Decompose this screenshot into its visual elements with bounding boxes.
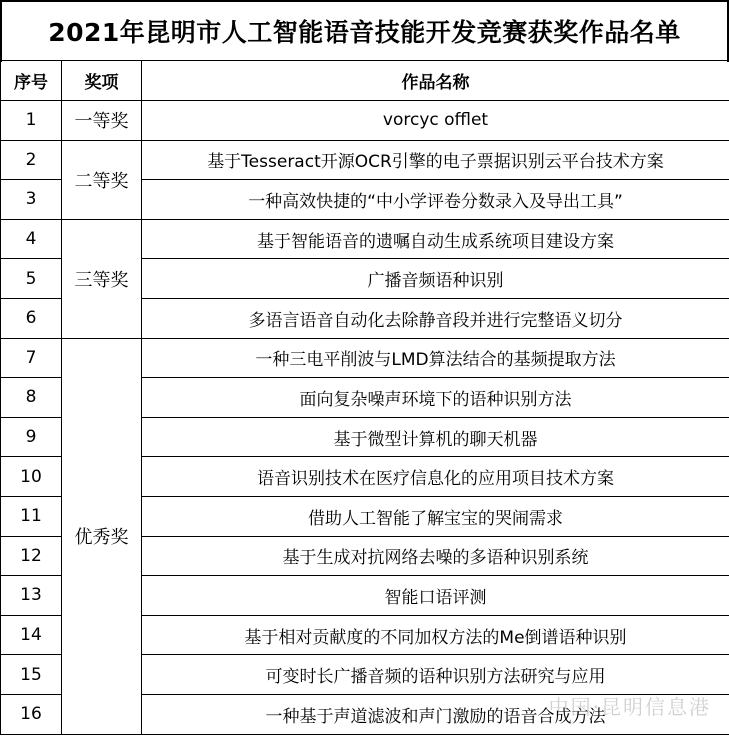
table-header-row <box>1 61 729 101</box>
row-name: 智能口语评测 <box>142 576 729 616</box>
award-first: 一等奖 <box>62 101 142 141</box>
row-name: 基于相对贡献度的不同加权方法的Me倒谱语种识别 <box>142 615 729 655</box>
row-name: 面向复杂噪声环境下的语种识别方法 <box>142 378 729 418</box>
row-num: 8 <box>1 378 62 418</box>
row-num: 3 <box>1 180 62 220</box>
header-award: 奖项 <box>62 61 142 101</box>
row-name: 基于微型计算机的聊天机器 <box>142 417 729 457</box>
award-excellent: 优秀奖 <box>62 338 142 734</box>
row-num: 1 <box>1 101 62 141</box>
row-name: 多语言语音自动化去除静音段并进行完整语义切分 <box>142 298 729 338</box>
row-name: 基于Tesseract开源OCR引擎的电子票据识别云平台技术方案 <box>142 140 729 180</box>
row-num: 16 <box>1 694 62 734</box>
row-name: 借助人工智能了解宝宝的哭闹需求 <box>142 496 729 536</box>
row-num: 2 <box>1 140 62 180</box>
row-num: 14 <box>1 615 62 655</box>
row-num: 4 <box>1 219 62 259</box>
award-second: 二等奖 <box>62 140 142 219</box>
header-name: 作品名称 <box>142 61 729 101</box>
table-row <box>1 140 729 180</box>
row-num: 6 <box>1 298 62 338</box>
row-num: 13 <box>1 576 62 616</box>
page-title: 2021年昆明市人工智能语音技能开发竞赛获奖作品名单 <box>0 0 729 62</box>
watermark: 中国·昆明信息港 <box>548 695 711 719</box>
row-num: 7 <box>1 338 62 378</box>
row-num: 12 <box>1 536 62 576</box>
row-name: vorcyc offlet <box>142 101 729 141</box>
table-row <box>1 338 729 378</box>
row-name: 基于智能语音的遗嘱自动生成系统项目建设方案 <box>142 219 729 259</box>
row-name: 一种基于声道滤波和声门激励的语音合成方法 <box>142 694 729 734</box>
row-name: 可变时长广播音频的语种识别方法研究与应用 <box>142 655 729 695</box>
row-num: 15 <box>1 655 62 695</box>
row-num: 10 <box>1 457 62 497</box>
row-name: 基于生成对抗网络去噪的多语种识别系统 <box>142 536 729 576</box>
award-third: 三等奖 <box>62 219 142 338</box>
header-num: 序号 <box>1 61 62 101</box>
row-name: 语音识别技术在医疗信息化的应用项目技术方案 <box>142 457 729 497</box>
table-row <box>1 101 729 141</box>
row-name: 广播音频语种识别 <box>142 259 729 299</box>
row-num: 11 <box>1 496 62 536</box>
award-table <box>0 60 729 735</box>
row-num: 9 <box>1 417 62 457</box>
row-name: 一种三电平削波与LMD算法结合的基频提取方法 <box>142 338 729 378</box>
table-row <box>1 219 729 259</box>
row-num: 5 <box>1 259 62 299</box>
row-name: 一种高效快捷的“中小学评卷分数录入及导出工具” <box>142 180 729 220</box>
